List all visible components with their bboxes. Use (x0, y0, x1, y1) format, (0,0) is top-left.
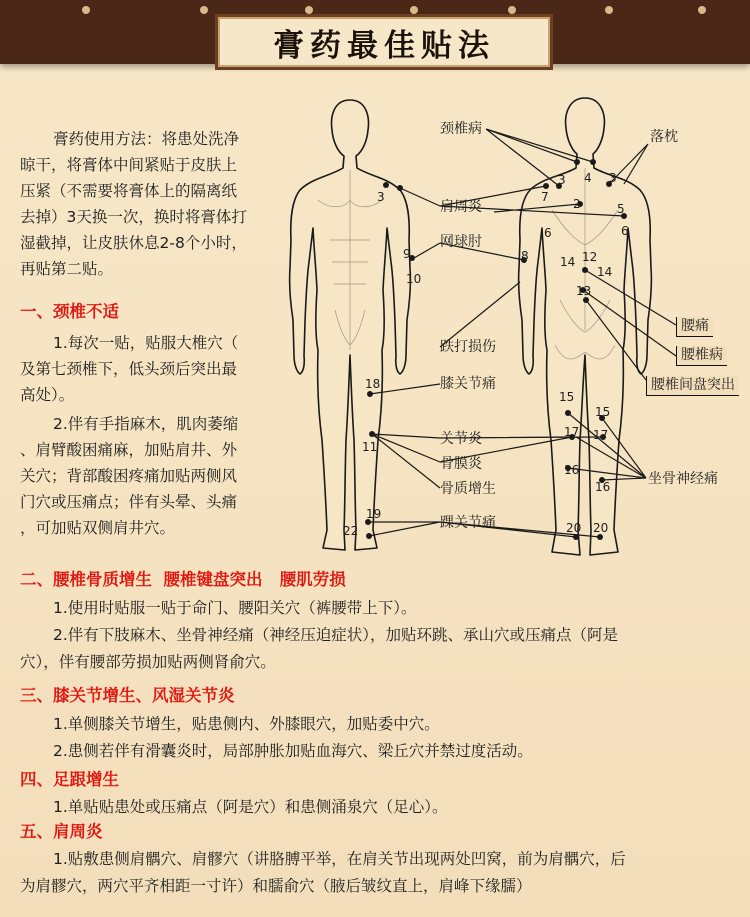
label-hyperplasia: 骨质增生 (440, 481, 496, 497)
point-number: 17 (593, 428, 609, 442)
section-line: 2.伴有手指麻木，肌肉萎缩 (53, 415, 239, 433)
intro-line: 湿截掉，让皮肤休息2-8个小时， (20, 234, 247, 252)
section-line: 、肩臂酸困痛麻，加贴肩井、外 (20, 441, 238, 459)
label-ankle: 踝关节痛 (440, 515, 496, 531)
point-number: 11 (362, 440, 378, 454)
section-line: ，可加贴双侧肩井穴。 (20, 519, 176, 537)
point-number: 12 (582, 250, 598, 264)
section-title: 三、膝关节增生、风湿关节炎 (20, 686, 235, 705)
point-number: 16 (564, 463, 580, 477)
label-lumbar-disease: 腰椎病 (676, 346, 727, 366)
label-stiff-neck: 落枕 (650, 129, 678, 145)
label-arthritis: 关节炎 (440, 431, 482, 447)
section-line: 为肩髎穴，两穴平齐相距一寸许）和臑俞穴（腋后皱纹直上，肩峰下缘臑） (20, 877, 532, 895)
label-shoulder: 肩周炎 (440, 199, 482, 215)
section-title: 二、腰椎骨质增生 腰椎键盘突出 腰肌劳损 (20, 570, 346, 589)
label-lumbago: 腰痛 (676, 317, 713, 337)
point-number: 15 (595, 405, 611, 419)
point-number: 2 (573, 197, 581, 211)
intro-line: 膏药使用方法：将患处洗净 (53, 130, 240, 148)
point-number: 22 (343, 524, 359, 538)
point-number: 8 (521, 249, 529, 263)
point-number: 20 (566, 521, 582, 535)
point-number: 19 (366, 507, 382, 521)
label-injury: 跌打损伤 (440, 339, 496, 355)
section-title: 五、肩周炎 (20, 822, 103, 841)
point-number: 15 (559, 390, 575, 404)
section-line: 1.单侧膝关节增生，贴患侧内、外膝眼穴，加贴委中穴。 (53, 715, 440, 733)
point-number: 17 (564, 425, 580, 439)
intro-line: 去掉）3天换一次，换时将膏体打 (20, 208, 247, 226)
section-line: 及第七颈椎下，低头颈后突出最 (20, 360, 238, 378)
label-disc-herniation: 腰椎间盘突出 (646, 376, 739, 396)
section-line: 1.单贴贴患处或压痛点（阿是穴）和患侧涌泉穴（足心）。 (53, 798, 448, 816)
point-number: 18 (365, 377, 381, 391)
point-number: 16 (595, 480, 611, 494)
label-neck: 颈椎病 (440, 121, 482, 137)
point-number: 4 (584, 171, 592, 185)
section-line: 2.患侧若伴有滑囊炎时，局部肿胀加贴血海穴、梁丘穴并禁过度活动。 (53, 742, 533, 760)
intro-line: 压紧（不需要将膏体上的隔离纸 (20, 182, 238, 200)
point-number: 6 (544, 226, 552, 240)
section-line: 1.每次一贴，贴服大椎穴（ (53, 334, 239, 352)
point-number: 3 (377, 190, 385, 204)
section-title: 一、颈椎不适 (20, 302, 119, 321)
section-line: 1.使用时贴服一贴于命门、腰阳关穴（裤腰带上下）。 (53, 599, 417, 617)
intro-line: 再贴第二贴。 (20, 260, 114, 278)
point-number: 5 (617, 202, 625, 216)
point-number: 14 (597, 265, 613, 279)
section-line: 关穴；背部酸困疼痛加贴两侧风 (20, 467, 238, 485)
point-number: 14 (560, 255, 576, 269)
point-number: 9 (403, 247, 411, 261)
label-sciatica: 坐骨神经痛 (648, 471, 718, 487)
point-number: 7 (541, 190, 549, 204)
section-line: 穴），伴有腰部劳损加贴两侧肾俞穴。 (20, 653, 276, 671)
point-number: 6 (621, 224, 629, 238)
intro-line: 晾干，将膏体中间紧贴于皮肤上 (20, 156, 238, 174)
point-number: 3 (609, 171, 617, 185)
point-number: 13 (576, 284, 592, 298)
section-title: 四、足跟增生 (20, 770, 119, 789)
label-tennis-elbow: 网球肘 (440, 234, 482, 250)
section-line: 1.贴敷患侧肩髃穴、肩髎穴（讲胳膊平举，在肩关节出现两处凹窝，前为肩髃穴，后 (53, 850, 626, 868)
label-knee: 膝关节痛 (440, 376, 496, 392)
section-line: 高处）。 (20, 386, 75, 404)
point-number: 10 (406, 272, 422, 286)
page-title: 膏药最佳贴法 (273, 27, 495, 64)
point-number: 3 (558, 173, 566, 187)
section-line: 2.伴有下肢麻木、坐骨神经痛（神经压迫症状），加贴环跳、承山穴或压痛点（阿是 (53, 626, 619, 644)
section-line: 门穴或压痛点；伴有头晕、头痛 (20, 493, 238, 511)
point-number: 20 (593, 521, 609, 535)
label-periostitis: 骨膜炎 (440, 456, 482, 472)
